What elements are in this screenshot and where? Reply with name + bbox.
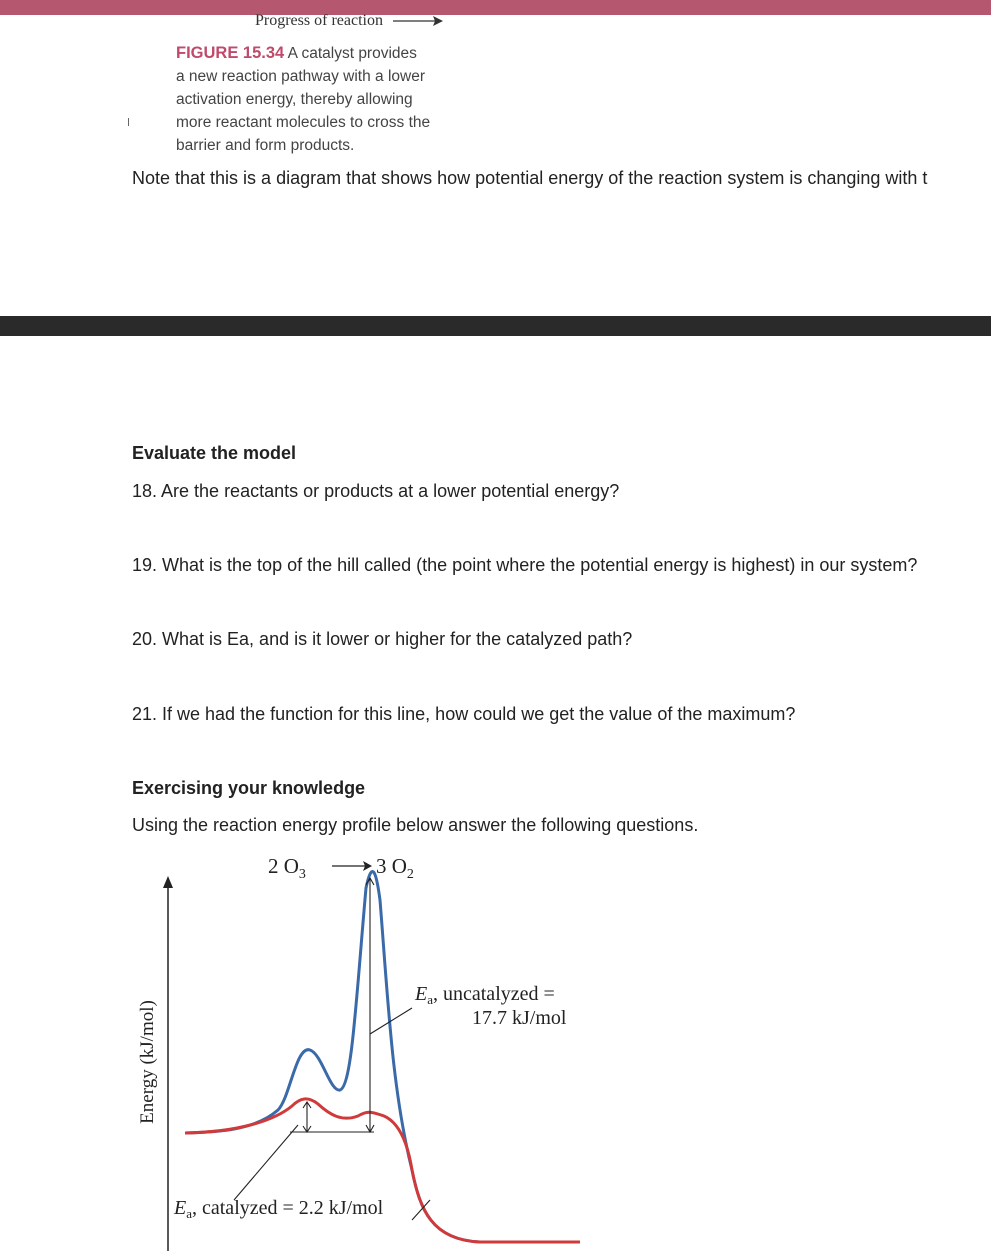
uncatalyzed-ea-label: $E_a$, uncatalyzed = (415, 983, 555, 1007)
catalyzed-ea-label: $E_a$, catalyzed = 2.2 kJ/mol (174, 1197, 384, 1221)
product-subscript: 2 (406, 867, 414, 882)
ea-markers (234, 878, 430, 1220)
y-axis-arrow-icon (163, 876, 173, 888)
y-axis-label: Energy (kJ/mol) (137, 1000, 158, 1124)
exercise-intro: Using the reaction energy profile below answer the following questions. (132, 815, 699, 835)
figure-caption (176, 42, 506, 157)
caption-line-2: a new reaction pathway with a lower (176, 68, 425, 85)
progress-of-reaction-label (255, 12, 443, 30)
energy-profile-diagram (120, 840, 600, 1251)
evaluate-heading: Evaluate the model (132, 443, 297, 463)
caption-line-3: activation energy, thereby allowing (176, 91, 413, 108)
reaction-equation (268, 854, 306, 882)
question-21: 21. If we had the function for this line, how could we get the value of the maximum? (132, 704, 796, 724)
caption-line-4: more reactant molecules to cross the (176, 114, 431, 131)
question-18: 18. Are the reactants or products at a lower potential energy? (132, 481, 620, 501)
section-divider-bar (0, 316, 991, 336)
margin-mark (128, 118, 129, 126)
figure-label: FIGURE 15.34 (176, 44, 285, 62)
reactant-subscript: 3 (298, 867, 306, 882)
reactant-formula: 2 O (268, 854, 299, 878)
product-formula: 3 $O_2$ (376, 854, 414, 882)
progress-label-text: Progress of reaction (255, 12, 383, 29)
uncatalyzed-ea-value: 17.7 kJ/mol (472, 1007, 567, 1029)
caption-line-5: barrier and form products. (176, 137, 355, 154)
question-19: 19. What is the top of the hill called (the point where the potential energy is highest) in our system? (132, 555, 918, 575)
reaction-arrow-icon (332, 861, 372, 871)
question-20: 20. What is Ea, and is it lower or higher for the catalyzed path? (132, 629, 633, 649)
uncatalyzed-curve (185, 871, 580, 1242)
caption-line-1: A catalyst provides (287, 45, 417, 62)
exercise-heading: Exercising your knowledge (132, 778, 366, 798)
note-text: Note that this is a diagram that shows how potential energy of the reaction system is changing with t (132, 168, 928, 188)
right-arrow-icon (393, 15, 443, 27)
top-color-bar (0, 0, 991, 15)
catalyzed-curve (185, 1099, 580, 1242)
